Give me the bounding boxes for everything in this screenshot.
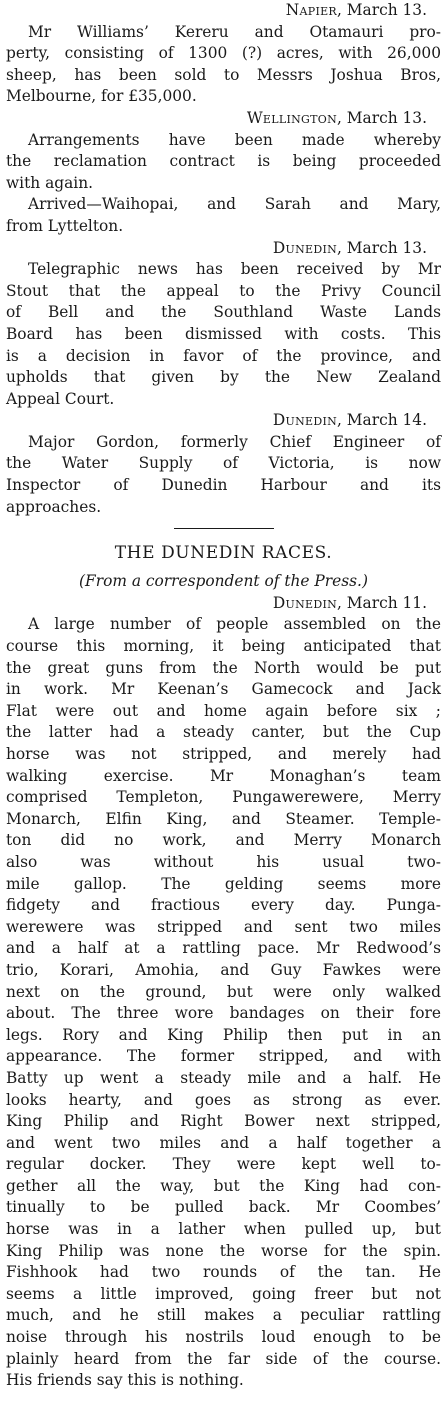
text-line: next on the ground, but were only walked (6, 982, 441, 1001)
text-line: the great guns from the North would be put (6, 658, 441, 677)
dateline-place: Dunedin (272, 593, 338, 612)
text-line: the latter had a steady canter, but the Cup (6, 723, 441, 742)
text-line: Stout that the appeal to the Privy Council (6, 281, 441, 300)
text-line: is a decision in favor of the province, and (6, 346, 441, 365)
text-line: appearance. The former stripped, and with (6, 1047, 441, 1066)
text-line: ton did no work, and Merry Monarch (6, 831, 441, 850)
text-line: upholds that given by the New Zealand (6, 368, 441, 387)
article-dunedin-races (6, 541, 441, 1392)
text-line: A large number of people assembled on the (28, 615, 441, 634)
text-line: gether all the way, but the King had con- (6, 1176, 441, 1195)
text-line: King Philip and Right Bower next stripped, (6, 1112, 441, 1131)
text-line: comprised Templeton, Pungawerewere, Merry (6, 788, 441, 807)
dispatch-dunedin-13 (6, 238, 441, 411)
text-line: also was without his usual two- (6, 852, 441, 871)
dateline (6, 108, 441, 130)
article-subheading: (From a correspondent of the Press.) (79, 572, 368, 591)
text-line: noise through his nostrils loud enough to be (6, 1328, 441, 1347)
text-line: Arrangements have been made whereby (28, 130, 441, 149)
text-line: His friends say this is nothing. (6, 1371, 244, 1390)
text-line: and went two miles and a half together a (6, 1133, 441, 1152)
text-line: Monarch, Elfin King, and Steamer. Temple- (6, 809, 441, 828)
text-line: the reclamation contract is being proceeded (6, 152, 441, 171)
text-line: mile gallop. The gelding seems more (6, 874, 441, 893)
text-line: Fishhook had two rounds of the tan. He (6, 1263, 441, 1282)
text-line: Melbourne, for £35,000. (6, 87, 197, 106)
dateline-date: , March 13. (337, 1, 427, 19)
dispatch-wellington (6, 108, 441, 238)
dateline (6, 593, 441, 615)
text-line: of Bell and the Southland Waste Lands (6, 303, 441, 322)
text-line: Board has been dismissed with costs. This (6, 324, 441, 343)
dateline-place: Napier (285, 1, 338, 19)
dateline-place: Dunedin (272, 411, 338, 430)
text-line: regular docker. They were kept well to- (6, 1155, 441, 1174)
dateline-date: , March 11. (337, 593, 427, 612)
dateline-date: , March 14. (337, 411, 427, 430)
text-line: Inspector of Dunedin Harbour and its (6, 476, 441, 495)
text-line: fidgety and fractious every day. Punga- (6, 896, 441, 915)
text-line: Mr Williams’ Kereru and Otamauri pro- (28, 22, 441, 41)
section-divider (174, 528, 274, 529)
text-line: horse was not stripped, and merely had (6, 745, 441, 763)
dateline (6, 0, 441, 22)
text-line: King Philip was none the worse for the spin. (6, 1241, 441, 1260)
text-line: Batty up went a steady mile and a half. He (6, 1068, 441, 1087)
dateline-date: , March 13. (337, 238, 427, 257)
text-line: about. The three wore bandages on their fore (6, 1004, 441, 1023)
text-line: approaches. (6, 497, 102, 516)
text-line: Arrived—Waihopai, and Sarah and Mary, (28, 195, 441, 214)
dateline (6, 238, 441, 260)
text-line: Telegraphic news has been received by Mr (28, 260, 441, 279)
text-line: walking exercise. Mr Monaghan’s team (6, 766, 441, 785)
dispatch-napier (6, 0, 441, 108)
text-line: sheep, has been sold to Messrs Joshua Bros, (6, 65, 441, 84)
text-line: the Water Supply of Victoria, is now (6, 454, 441, 473)
text-line: Flat were out and home again before six ; (6, 701, 441, 720)
dateline-date: , March 13. (337, 108, 427, 127)
text-line: Appeal Court. (6, 389, 115, 408)
text-line: Major Gordon, formerly Chief Engineer of (28, 432, 441, 451)
article-body (6, 614, 441, 1391)
dateline-place: Dunedin (272, 238, 338, 257)
text-line: with again. (6, 173, 94, 192)
text-line: werewere was stripped and sent two miles (6, 917, 441, 936)
text-line: and a half at a rattling pace. Mr Redwood’s (6, 939, 441, 958)
text-line: legs. Rory and King Philip then put in an (6, 1025, 441, 1044)
text-line: tinually to be pulled back. Mr Coombes’ (6, 1198, 441, 1217)
article-heading: THE DUNEDIN RACES. (114, 543, 333, 564)
text-line: perty, consisting of 1300 (?) acres, with 26,000 (6, 44, 441, 63)
text-line: course this morning, it being anticipated that (6, 637, 441, 656)
dispatch-dunedin-14 (6, 410, 441, 518)
dateline-place: Wellington (246, 108, 338, 127)
text-line: looks hearty, and goes as strong as ever. (6, 1090, 441, 1109)
text-line: seems a little improved, going freer but not (6, 1284, 441, 1303)
text-line: horse was in a lather when pulled up, but (6, 1220, 441, 1239)
text-line: from Lyttelton. (6, 216, 124, 235)
text-line: plainly heard from the far side of the course. (6, 1349, 441, 1368)
dateline (6, 410, 441, 432)
text-line: much, and he still makes a peculiar rattling (6, 1306, 441, 1325)
text-line: in work. Mr Keenan’s Gamecock and Jack (6, 680, 441, 699)
text-line: trio, Korari, Amohia, and Guy Fawkes were (6, 960, 441, 979)
